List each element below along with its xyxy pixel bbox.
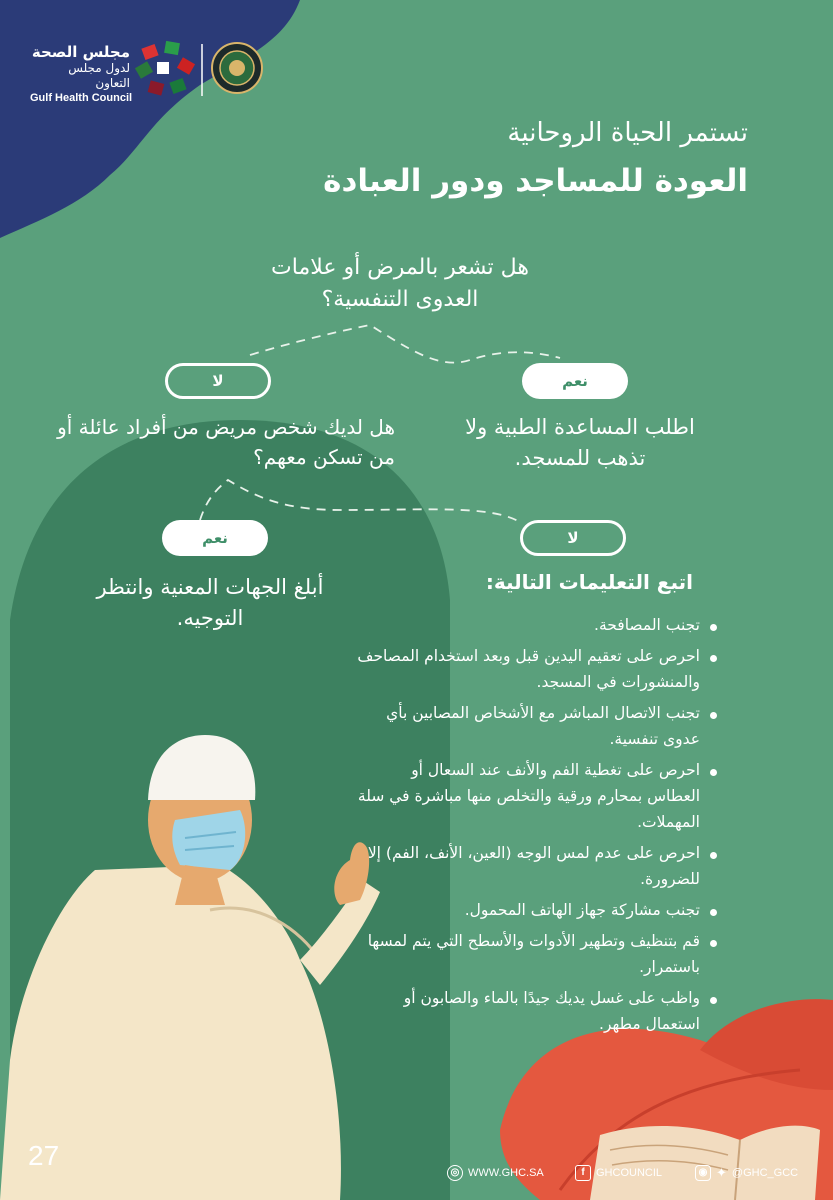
instruction-item: واظب على غسل يديك جيدًا بالماء والصابون أو استعمال مطهر. [355, 985, 720, 1037]
instagram-icon: ◉ [695, 1165, 711, 1181]
logo-emblems [135, 40, 275, 100]
footer-social[interactable] [695, 1165, 798, 1181]
footer-facebook[interactable] [575, 1165, 662, 1181]
instruction-item: احرص على تغطية الفم والأنف عند السعال أو العطاس بمحارم ورقية والتخلص منها مباشرة في سلة المهملات. [355, 757, 720, 835]
page-subtitle: تستمر الحياة الروحانية [507, 118, 748, 148]
navy-blob [0, 0, 300, 238]
twitter-icon: ✦ [716, 1165, 727, 1180]
footer-website[interactable] [447, 1165, 544, 1181]
gulf-health-council-logo-text [30, 43, 133, 105]
instruction-item: تجنب المصافحة. [355, 612, 720, 638]
instruction-item: احرص على عدم لمس الوجه (العين، الأنف، الفم) إلا للضرورة. [355, 840, 720, 892]
no-pill-2: لا [520, 520, 626, 556]
question-1: هل تشعر بالمرض أو علامات العدوى التنفسية؟ [271, 255, 529, 312]
social-text: @GHC_GCC [731, 1167, 799, 1179]
facebook-text: GHCOUNCIL [596, 1167, 663, 1179]
yes-answer-1: اطلب المساعدة الطبية ولا تذهب للمسجد. [465, 415, 695, 470]
instruction-item: احرص على تعقيم اليدين قبل وبعد استخدام المصاحف والمنشورات في المسجد. [355, 643, 720, 695]
instruction-item: قم بتنظيف وتطهير الأدوات والأسطح التي يتم لمسها باستمرار. [355, 928, 720, 980]
instructions-list [355, 612, 720, 1042]
council-name-en: Gulf Health Council [30, 92, 133, 104]
council-subname-ar: لدول مجلس التعاون [68, 61, 130, 90]
globe-icon: ◎ [447, 1165, 463, 1181]
instruction-item: تجنب مشاركة جهاز الهاتف المحمول. [355, 897, 720, 923]
flags-star-icon [135, 41, 195, 96]
yes-pill-1: نعم [522, 363, 628, 399]
instructions-title: اتبع التعليمات التالية: [485, 570, 693, 594]
yes-answer-2: أبلغ الجهات المعنية وانتظر التوجيه. [96, 575, 324, 630]
website-text: WWW.GHC.SA [468, 1167, 544, 1179]
no-pill-1: لا [165, 363, 271, 399]
page-number: 27 [28, 1140, 60, 1171]
question-2: هل لديك شخص مريض من أفراد عائلة أو من تسكن معهم؟ [57, 415, 395, 469]
page-title: العودة للمساجد ودور العبادة [323, 163, 748, 199]
facebook-icon: f [575, 1165, 591, 1181]
instruction-item: تجنب الاتصال المباشر مع الأشخاص المصابين بأي عدوى تنفسية. [355, 700, 720, 752]
gcc-seal-icon [212, 43, 262, 93]
yes-pill-2: نعم [162, 520, 268, 556]
council-name-ar: مجلس الصحة [31, 43, 130, 61]
